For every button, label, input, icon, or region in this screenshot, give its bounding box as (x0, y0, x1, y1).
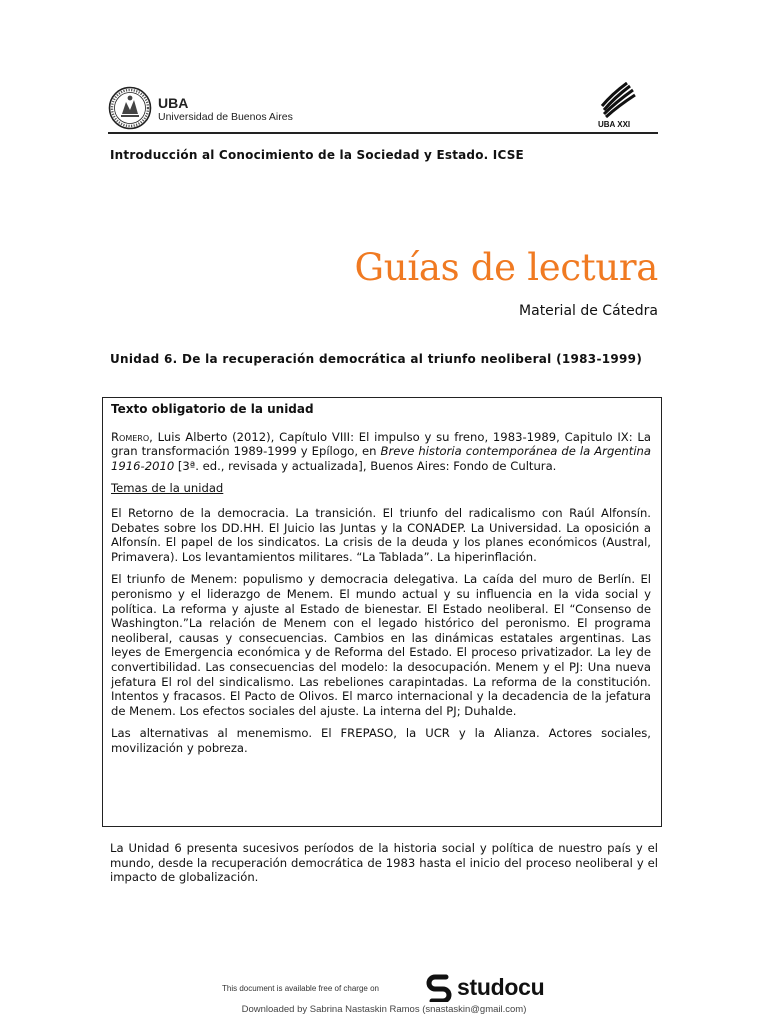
reference-text-1: , Luis Alberto (2012), Capítulo VIII: El impulso y su freno, 1983-1989, Capitulo IX: La gran transformación 1989-1999 y Epílogo, en (111, 429, 651, 459)
unit-summary: La Unidad 6 presenta sucesivos períodos de la historia social y política de nuestro país y el mundo, desde la recuperación democrática de 1983 hasta el inicio del proceso neoliberal y el impacto de globalización. (110, 841, 658, 885)
reference-text-2: [3ª. ed., revisada y actualizada], Buenos Aires: Fondo de Cultura. (174, 458, 557, 473)
uba-seal-logo (108, 86, 152, 130)
material-label: Material de Cátedra (519, 303, 658, 319)
uba-xxi-logo (600, 82, 636, 118)
header-rule (108, 132, 658, 134)
course-title: Introducción al Conocimiento de la Sociedad y Estado. ICSE (110, 148, 524, 162)
topic-paragraph-1: El Retorno de la democracia. La transición. El triunfo del radicalismo con Raúl Alfonsín. Debates sobre los DD.HH. El Juicio las Juntas y la CONADEP. La Universidad. La oposición a Alfonsín. El papel de los sindicatos. La crisis de la deuda y los planes económicos (Austral, Primavera). Los levantamientos militares. “La Tablada”. La hiperinflación. (111, 505, 651, 564)
uba-xxi-label: UBA XXI (598, 120, 631, 129)
uba-name: UBA (158, 95, 189, 111)
topic-paragraph-3: Las alternativas al menemismo. El FREPASO, la UCR y la Alianza. Actores sociales, movilización y pobreza. (111, 726, 651, 755)
reference-entry (111, 430, 651, 474)
studocu-brand[interactable]: studocu (457, 974, 545, 1000)
uba-subtitle: Universidad de Buenos Aires (158, 111, 293, 123)
reference-book-title: Breve historia contemporánea de la Argentina 1916-2010 (111, 444, 651, 473)
topic-paragraph-2: El triunfo de Menem: populismo y democracia delegativa. La caída del muro de Berlín. El peronismo y el liderazgo de Menem. El mundo actual y su influencia en la vida social y política. La reforma y ajuste al Estado de bienestar. El Estado neoliberal. El “Consenso de Washington.”La relación de Menem con el legado histórico del peronismo. El programa neoliberal, causas y consecuencias. Cambios en las dinámicas estatales argentinas. Las leyes de Emergencia económica y de Reforma del Estado. El proceso privatizador. La ley de convertibilidad. Las consecuencias del modelo: la desocupación. Menem y el PJ: Una nueva jefatura El rol del sindicalismo. Las rebeliones carapintadas. La reforma de la constitución. Intentos y fracasos. El Pacto de Olivos. El marco internacional y la decadencia de la jefatura de Menem. Los efectos sociales del ajuste. La interna del PJ; Duhalde. (111, 572, 651, 718)
availability-note: This document is available free of charge on (222, 984, 379, 993)
download-note: Downloaded by Sabrina Nastaskin Ramos (snastaskin@gmail.com) (241, 1004, 527, 1015)
unit-heading: Unidad 6. De la recuperación democrática al triunfo neoliberal (1983-1999) (110, 352, 643, 366)
guide-title: Guías de lectura (354, 246, 658, 289)
box-title: Texto obligatorio de la unidad (111, 402, 314, 416)
required-reading-box (102, 397, 662, 827)
studocu-icon[interactable] (426, 974, 452, 1002)
reference-author: Romero (111, 429, 150, 444)
topics-heading: Temas de la unidad (111, 481, 224, 496)
